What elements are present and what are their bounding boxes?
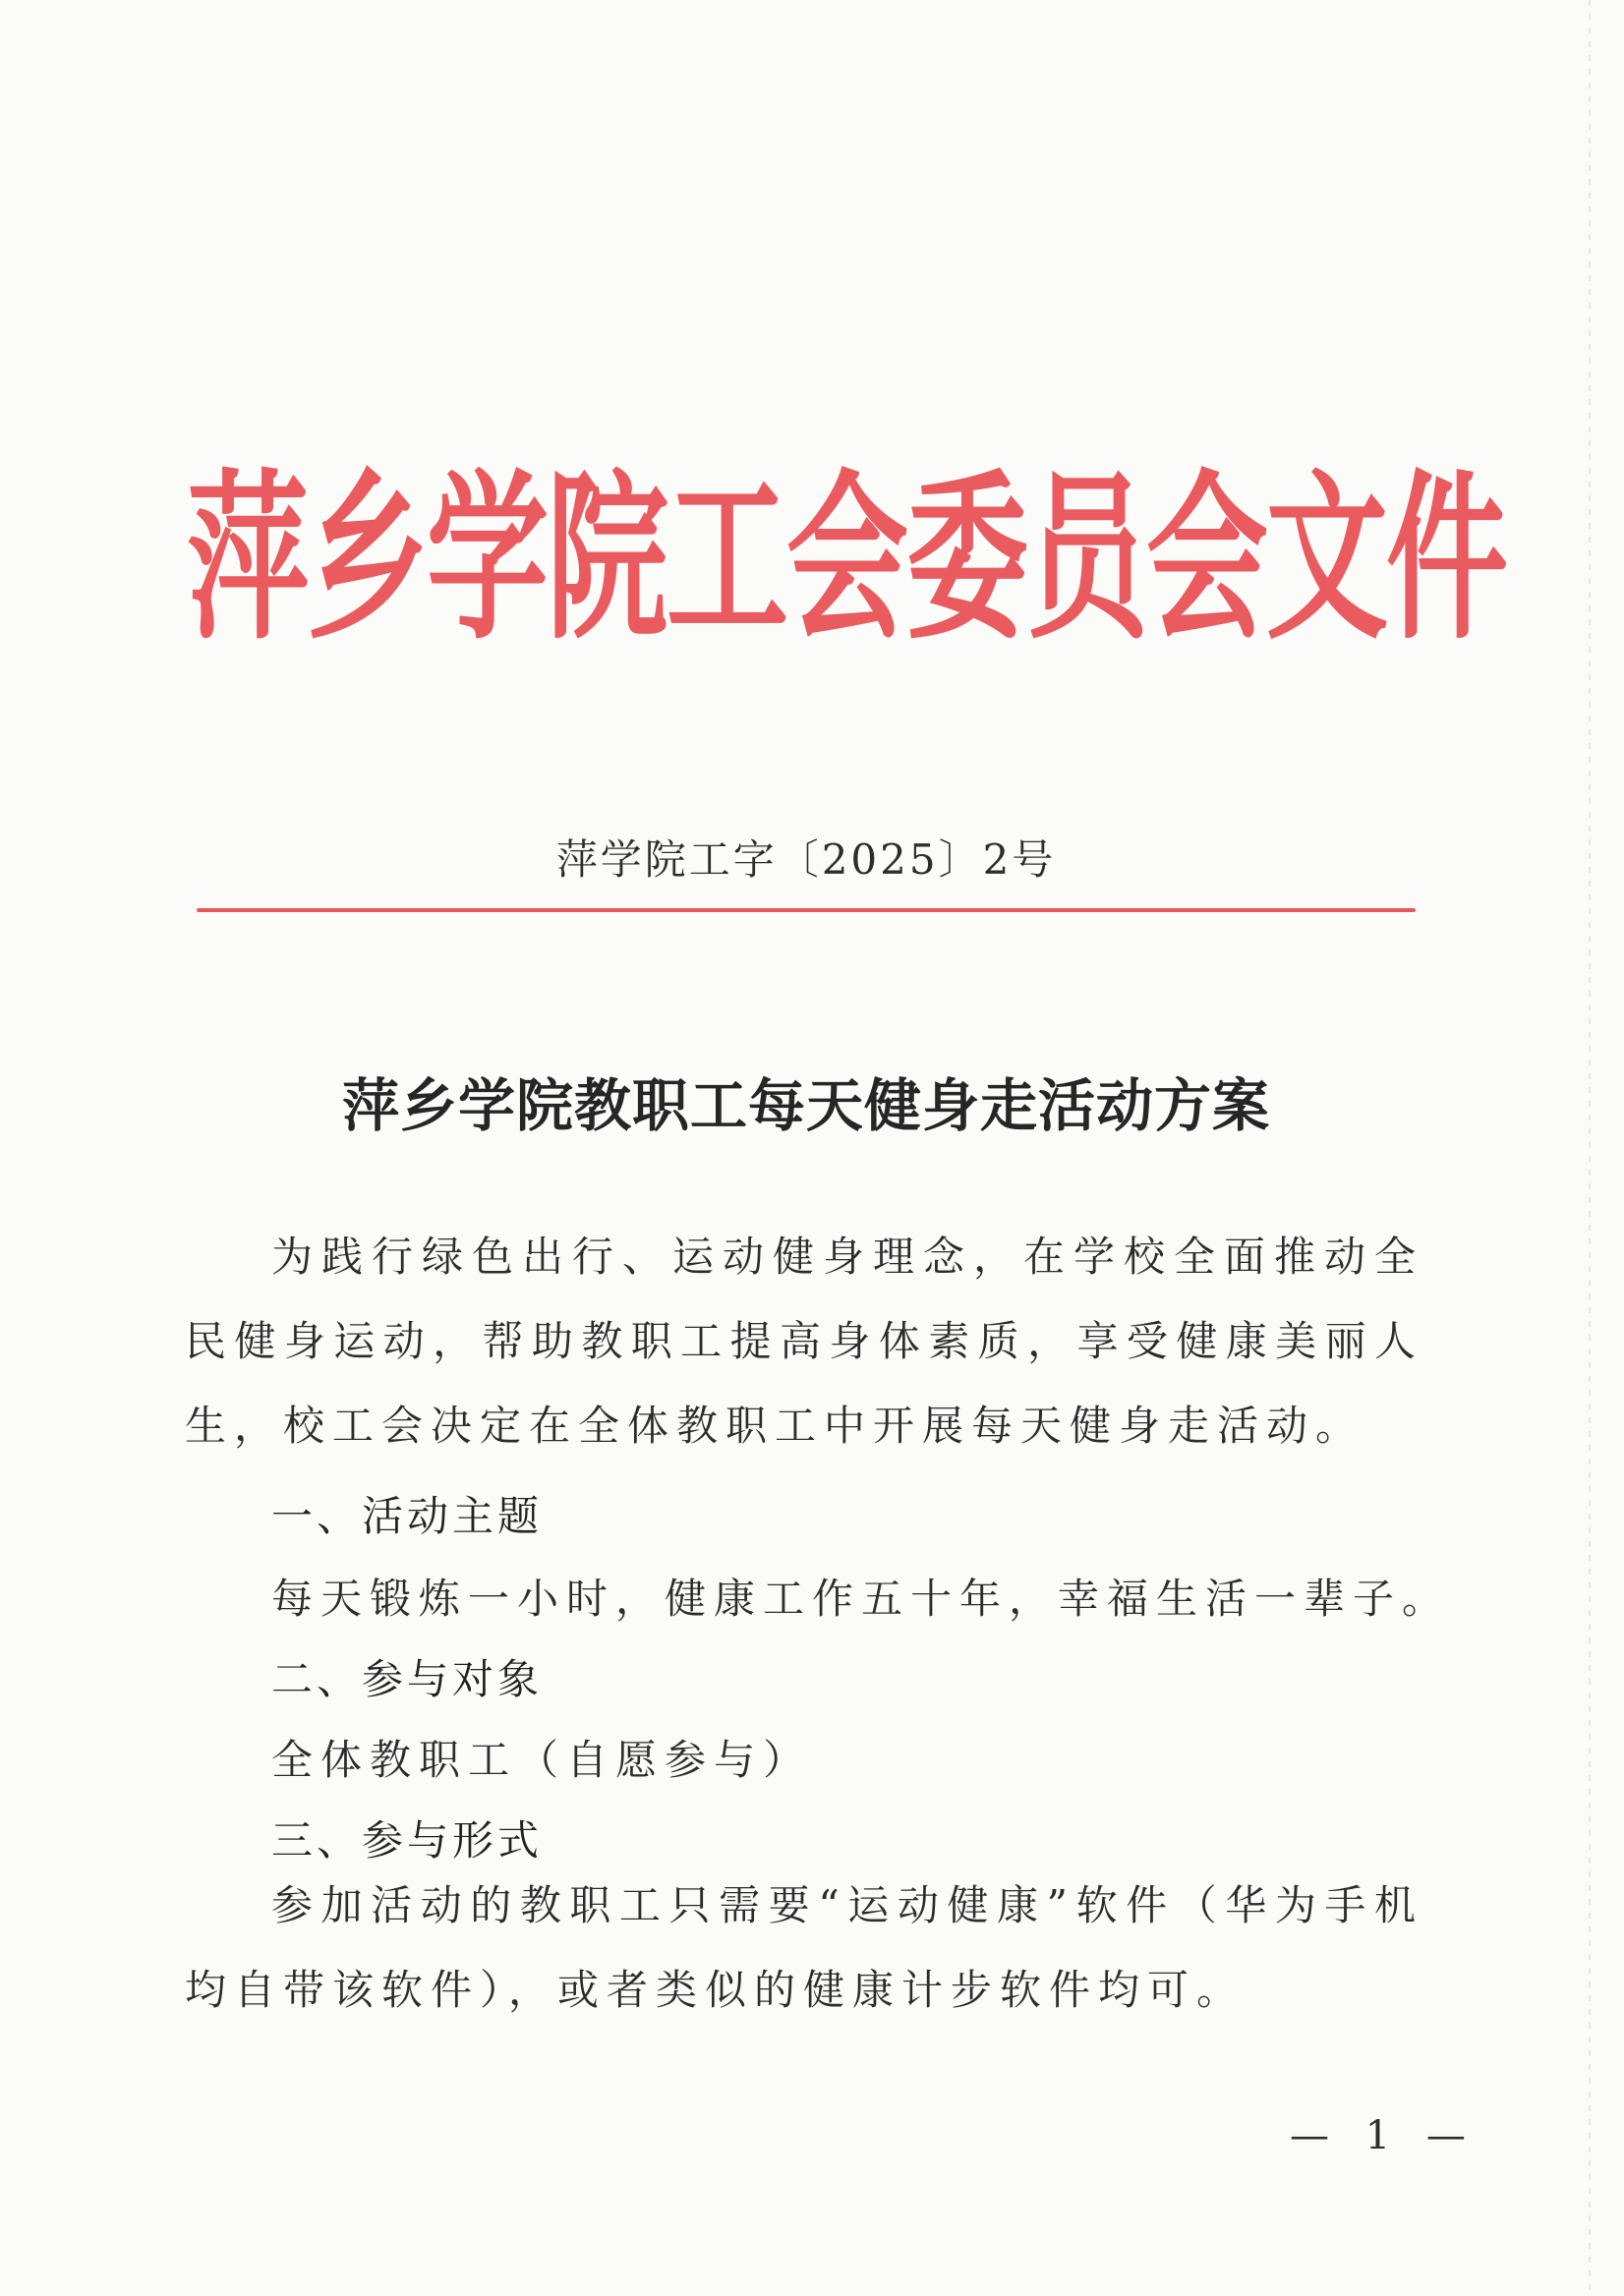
section-text-participants: 全体教职工（自愿参与） — [271, 1736, 813, 1784]
document-number: 萍学院工字〔2025〕2号 — [555, 835, 1057, 884]
document-title: 萍乡学院教职工每天健身走活动方案 — [341, 1072, 1270, 1139]
section-heading-theme: 一、活动主题 — [271, 1492, 544, 1540]
scan-edge-artifact — [1589, 0, 1591, 2296]
section-text-theme: 每天锻炼一小时，健康工作五十年，幸福生活一辈子。 — [271, 1575, 1452, 1623]
section-heading-participants: 二、参与对象 — [271, 1655, 544, 1703]
section-text-format: 参加活动的教职工只需要“运动健康”软件（华为手机均自带该软件），或者类似的健康计步软件均可。 — [185, 1881, 1423, 2014]
masthead: 萍乡学院工会委员会文件 — [187, 453, 1507, 665]
intro-paragraph: 为践行绿色出行、运动健身理念，在学校全面推动全民健身运动，帮助教职工提高身体素质，享受健康美丽人生，校工会决定在全体教职工中开展每天健身走活动。 — [185, 1233, 1423, 1450]
red-divider-line — [197, 908, 1416, 912]
page-number: — 1 — — [1290, 2113, 1478, 2158]
section-heading-format: 三、参与形式 — [271, 1816, 544, 1865]
